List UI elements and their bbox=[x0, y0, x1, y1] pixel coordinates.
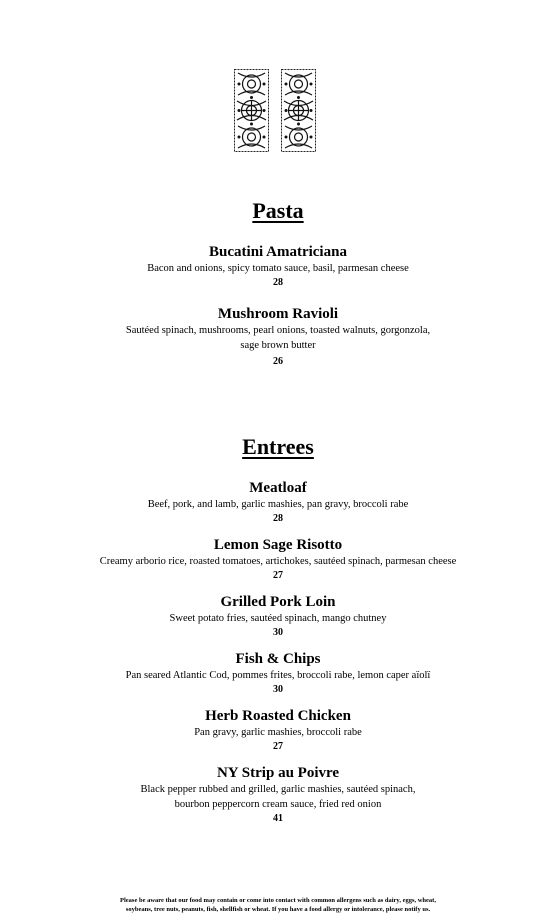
menu-item-price: 28 bbox=[273, 513, 283, 524]
menu-item bbox=[0, 537, 556, 582]
menu-item-price: 28 bbox=[273, 277, 283, 288]
ornamental-logo-icon bbox=[234, 69, 316, 152]
section-title: Entrees bbox=[242, 434, 314, 459]
menu-item bbox=[0, 244, 556, 289]
entrees-section bbox=[0, 434, 556, 825]
menu-item-name: Meatloaf bbox=[249, 480, 307, 496]
menu-item-price: 26 bbox=[273, 356, 283, 367]
menu-item-price: 41 bbox=[273, 813, 283, 824]
menu-item-name: Fish & Chips bbox=[235, 651, 321, 667]
menu-item-name: Grilled Pork Loin bbox=[220, 594, 336, 610]
menu-item-description: Sautéed spinach, mushrooms, pearl onions, toasted walnuts, gorgonzola, sage brown butter bbox=[125, 325, 431, 351]
pasta-section bbox=[0, 198, 556, 368]
logo-right-panel bbox=[281, 69, 316, 152]
menu-item-description: Sweet potato fries, sautéed spinach, mango chutney bbox=[169, 613, 387, 624]
menu-item-description: Black pepper rubbed and grilled, garlic mashies, sautéed spinach, bourbon peppercorn cream sauce, fried red onion bbox=[140, 784, 416, 810]
menu-item-description: Creamy arborio rice, roasted tomatoes, artichokes, sautéed spinach, parmesan cheese bbox=[99, 556, 457, 567]
menu-item-price: 30 bbox=[273, 627, 283, 638]
menu-item bbox=[0, 651, 556, 696]
section-title: Pasta bbox=[252, 198, 304, 223]
menu-item bbox=[0, 594, 556, 639]
menu-item-description: Bacon and onions, spicy tomato sauce, basil, parmesan cheese bbox=[147, 263, 409, 274]
menu-item-price: 27 bbox=[273, 741, 283, 752]
menu-item-description: Beef, pork, and lamb, garlic mashies, pan gravy, broccoli rabe bbox=[147, 499, 409, 510]
menu-item-name: Mushroom Ravioli bbox=[217, 306, 339, 322]
menu-item-description: Pan seared Atlantic Cod, pommes frites, broccoli rabe, lemon caper aïolï bbox=[125, 670, 431, 681]
menu-item-price: 30 bbox=[273, 684, 283, 695]
menu-item-name: Herb Roasted Chicken bbox=[205, 708, 351, 724]
menu-item bbox=[0, 765, 556, 825]
menu-item-price: 27 bbox=[273, 570, 283, 581]
menu-item-name: Bucatini Amatriciana bbox=[209, 244, 347, 260]
allergen-notice bbox=[60, 896, 496, 914]
allergen-notice-line: Please be aware that our food may contain or come into contact with common allergens such as dairy, eggs, wheat, bbox=[120, 897, 436, 904]
allergen-notice-line: soybeans, tree nuts, peanuts, fish, shellfish or wheat. If you have a food allergy or intolerance, please notify us. bbox=[125, 906, 431, 913]
menu-item-description: Pan gravy, garlic mashies, broccoli rabe bbox=[194, 727, 362, 738]
menu-item bbox=[0, 480, 556, 525]
menu-item bbox=[0, 708, 556, 753]
logo-left-panel bbox=[234, 69, 269, 152]
menu-item bbox=[0, 306, 556, 368]
menu-item-name: Lemon Sage Risotto bbox=[213, 537, 343, 553]
menu-item-name: NY Strip au Poivre bbox=[216, 765, 340, 781]
